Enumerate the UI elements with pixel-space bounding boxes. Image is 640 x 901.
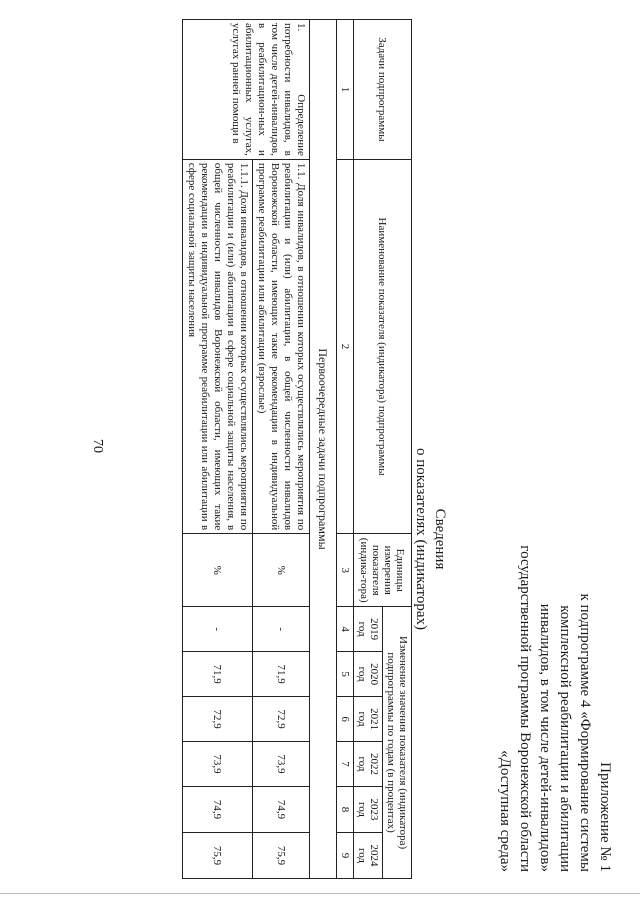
indicator-value: 71,9 xyxy=(253,652,310,697)
header-unit: Единицы измерения показателя (индика-тора) xyxy=(354,534,412,607)
column-number-row xyxy=(337,20,354,879)
document-title xyxy=(411,329,449,749)
col-number: 7 xyxy=(337,742,354,787)
col-number: 5 xyxy=(337,652,354,697)
indicator-value: 73,9 xyxy=(253,742,310,787)
header-row xyxy=(383,20,412,879)
indicator-value: 72,9 xyxy=(183,697,253,742)
title-line: Сведения xyxy=(432,508,448,570)
col-number: 6 xyxy=(337,697,354,742)
header-tasks: Задачи подпрограммы xyxy=(354,20,412,160)
header-year: 2021 год xyxy=(354,697,383,742)
indicator-value: 75,9 xyxy=(183,832,253,878)
appendix-line: «Доступная среда» xyxy=(497,750,513,872)
indicator-value: - xyxy=(253,607,310,652)
appendix-line: Приложение № 1 xyxy=(597,762,613,872)
header-year: 2019 год xyxy=(354,607,383,652)
header-year: 2020 год xyxy=(354,652,383,697)
col-number: 2 xyxy=(337,159,354,533)
table-row xyxy=(253,20,310,879)
indicator-value: 74,9 xyxy=(253,787,310,833)
indicator-name: 1.1. Доля инвалидов, в отношении которых осуществлялись мероприятия по реабилитации и (или) абилитации, в общей численности инвалидов Воронежской области, имеющих такие рекомендации в индивидуальной программе реабилитации или абилитации (взрослые) xyxy=(253,159,310,533)
indicators-table xyxy=(182,19,412,879)
indicator-value: 73,9 xyxy=(183,742,253,787)
task-cell: 1. Определение потребности инвалидов, в том числе детей-инвалидов, в реабилитацион-ных и абилитационных услугах, услугах ранней помощи в xyxy=(183,20,310,160)
header-year: 2023 год xyxy=(354,787,383,833)
appendix-header xyxy=(495,412,615,872)
col-number: 9 xyxy=(337,832,354,878)
appendix-line: комплексной реабилитации и абилитации xyxy=(557,605,573,872)
indicator-value: - xyxy=(183,607,253,652)
col-number: 1 xyxy=(337,20,354,160)
section-row xyxy=(310,20,337,879)
indicator-value: 74,9 xyxy=(183,787,253,833)
indicator-unit: % xyxy=(183,534,253,607)
header-year: 2022 год xyxy=(354,742,383,787)
col-number: 4 xyxy=(337,607,354,652)
appendix-line: инвалидов, в том числе детей-инвалидов» xyxy=(537,603,553,872)
col-number: 3 xyxy=(337,534,354,607)
appendix-line: государственной программы Воронежской области xyxy=(517,545,533,872)
col-number: 8 xyxy=(337,787,354,833)
indicator-value: 71,9 xyxy=(183,652,253,697)
indicator-name: 1.1.1. Доля инвалидов, в отношении которых осуществлялись мероприятия по реабилитации и (или) абилитации в сфере социальной защиты населения, в общей численности инвалидов Воронежской области, имеющих такие рекомендации в индивидуальной программе реабилитации или абилитации в сфере социальной защиты населения xyxy=(183,159,253,533)
page-number: 70 xyxy=(90,439,105,453)
header-change: Изменение значения показателя (индикатора) подпрограммы по годам (в процентах) xyxy=(383,607,412,879)
indicator-unit: % xyxy=(253,534,310,607)
footer-rule xyxy=(0,893,640,894)
indicator-value: 75,9 xyxy=(253,832,310,878)
rotated-page-content xyxy=(186,14,617,884)
header-year: 2024 год xyxy=(354,832,383,878)
indicator-value: 72,9 xyxy=(253,697,310,742)
appendix-line: к подпрограмме 4 «Формирование системы xyxy=(577,593,593,872)
section-label: Первоочередные задачи подпрограммы xyxy=(310,20,337,879)
header-name: Наименование показателя (индикатора) подпрограммы xyxy=(354,159,412,533)
title-line: о показателях (индикаторах) xyxy=(413,447,429,631)
